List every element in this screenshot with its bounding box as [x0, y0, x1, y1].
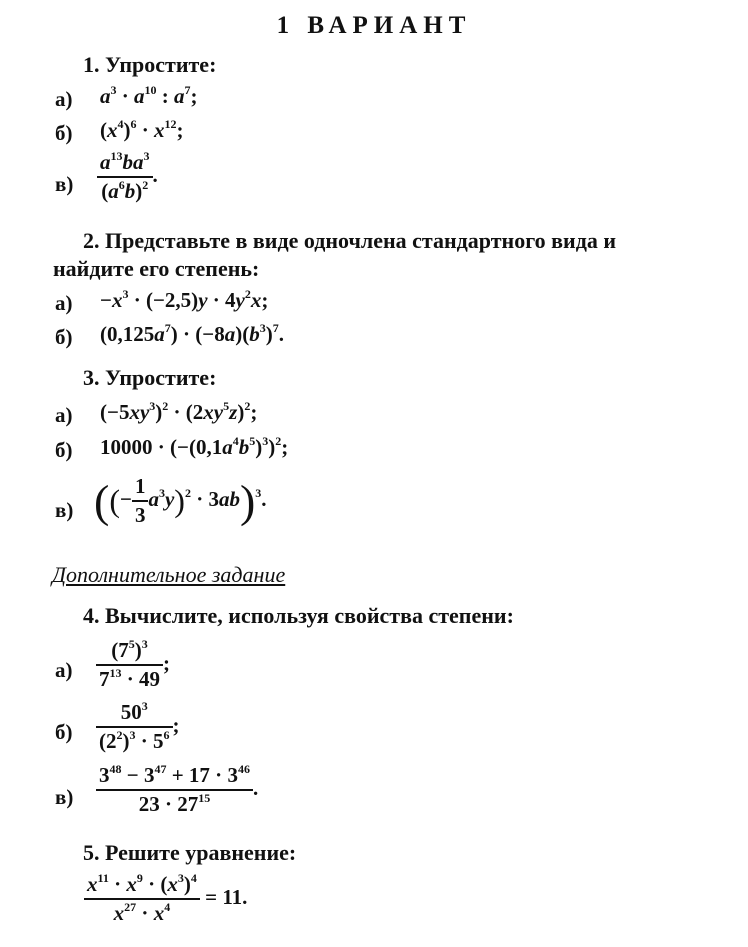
- task-4a-label: а): [55, 658, 73, 682]
- task-1c-label: в): [55, 172, 74, 196]
- task-4c-expression: $\frac{3^{48} - 3^{47} + 17 \cdot 3^{46}}{23 \cdot 27^{15}}$ .: [96, 763, 258, 817]
- task-4b-label: б): [55, 720, 73, 744]
- task-3b-expression: $10000 \cdot (-(0,1a^4b^5)^3)^2$;: [100, 434, 289, 459]
- task-1-heading: 1. Упростите:: [83, 52, 217, 77]
- task-2-heading-line1: 2. Представьте в виде одночлена стандартного вида и: [83, 228, 617, 253]
- task-3b-label: б): [55, 438, 73, 462]
- additional-task-heading: Дополнительное задание: [52, 562, 286, 587]
- task-1a-expression: $a^3 \cdot a^{10}$ : $a^7$;: [100, 83, 198, 108]
- task-3a-expression: $(-5xy^3)^2 \cdot (2xy^5z)^2$;: [100, 399, 258, 424]
- task-2a-expression: $-x^3 \cdot (-2,5)y \cdot 4y^2x$;: [100, 287, 269, 312]
- task-4b-expression: $\frac{50^3}{(2^2)^3 \cdot 5^6}$ ;: [96, 700, 180, 754]
- task-1c-expression: $\frac{a^{13}ba^3}{(a^6b)^2}$ .: [97, 150, 158, 204]
- task-1b-expression: $(x^4)^6 \cdot x^{12}$;: [100, 117, 184, 142]
- task-2b-expression: $(0,125a^7) \cdot (-8a)(b^3)^7$.: [100, 321, 284, 346]
- task-2-heading-line2: найдите его степень:: [53, 256, 260, 281]
- task-3c-expression: ((− $\frac{1}{3}$ $a^3y)^2 \cdot 3ab)^3$.: [94, 474, 267, 527]
- task-3a-label: а): [55, 403, 73, 427]
- task-5-equation: $\frac{x^{11} \cdot x^9 \cdot (x^3)^4}{x^{27} \cdot x^4}$ = 11.: [84, 872, 247, 926]
- task-1b-label: б): [55, 121, 73, 145]
- task-5-heading: 5. Решите уравнение:: [83, 840, 297, 865]
- page-title: 1 ВАРИАНТ: [276, 12, 472, 39]
- task-4-heading: 4. Вычислите, используя свойства степени:: [83, 603, 514, 628]
- task-3c-label: в): [55, 498, 74, 522]
- task-4c-label: в): [55, 785, 74, 809]
- task-3-heading: 3. Упростите:: [83, 365, 217, 390]
- task-1a-label: а): [55, 87, 73, 111]
- task-4a-expression: $\frac{(7^5)^3}{7^{13} \cdot 49}$ ;: [96, 638, 170, 692]
- task-2a-label: а): [55, 291, 73, 315]
- task-2b-label: б): [55, 325, 73, 349]
